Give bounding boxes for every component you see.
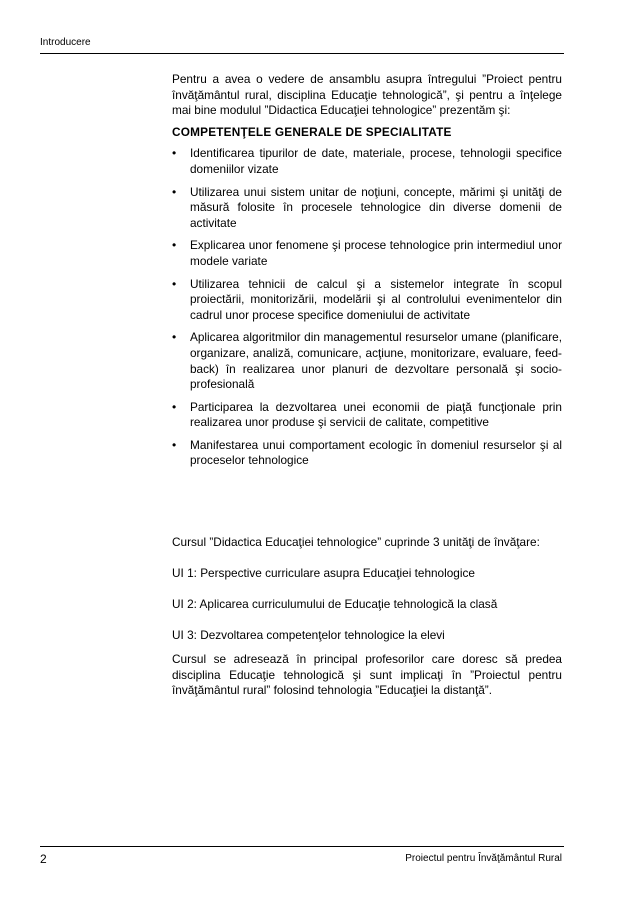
list-item-text: Manifestarea unui comportament ecologic în domeniul resurselor şi al proceselor tehnologice xyxy=(190,437,562,468)
list-item xyxy=(172,330,562,392)
course-paragraph: Cursul ”Didactica Educaţiei tehnologice” cuprinde 3 unităţi de învăţare: xyxy=(172,535,540,550)
bullet-icon: • xyxy=(172,146,177,161)
list-item-text: Participarea la dezvoltarea unei economii de piaţă funcţionale prin realizarea unor produse şi servicii de calitate, competitive xyxy=(190,399,562,430)
bullet-icon: • xyxy=(172,399,177,414)
list-item-text: Utilizarea tehnicii de calcul şi a sistemelor integrate în scopul proiectării, monitorizării, modelării şi al controlului evenimentelor din cadrul unor procese specifice domeniului de activitate xyxy=(190,276,562,322)
competences-list xyxy=(172,146,562,469)
list-item-text: Utilizarea unui sistem unitar de noţiuni, concepte, mărimi şi unităţi de măsură folosite în procesele tehnologice din diverse domenii de activitate xyxy=(190,184,562,230)
target-audience-paragraph: Cursul se adresează în principal profesorilor care doresc să predea disciplina Educaţie tehnologică şi sunt implicaţi în ”Proiectul pentru învăţământul rural” folosind tehnologia ”Educaţiei la distanţă”. xyxy=(172,652,562,698)
competences-heading: COMPETENŢELE GENERALE DE SPECIALITATE xyxy=(172,124,452,139)
list-item-text: Aplicarea algoritmilor din managementul resurselor umane (planificare, organizare, analiză, comunicare, acţiune, monitorizare, evaluare, feed-back) în realizarea unor planuri de dezvoltare personală şi socio-profesională xyxy=(190,330,562,392)
list-item xyxy=(172,438,562,469)
intro-paragraph: Pentru a avea o vedere de ansamblu asupra întregului ”Proiect pentru învăţământul rural, disciplina Educaţie tehnologică”, şi pentru a înţelege mai bine modulul ”Didactica Educaţiei tehnologice” prezentăm şi: xyxy=(172,72,562,118)
page-body xyxy=(172,72,562,699)
unit-item-2: UI 2: Aplicarea curriculumului de Educaţie tehnologică la clasă xyxy=(172,597,498,612)
list-item-text: Explicarea unor fenomene şi procese tehnologice prin intermediul unor modele variate xyxy=(190,238,562,268)
bullet-icon: • xyxy=(172,330,177,345)
running-header-title: Introducere xyxy=(40,37,91,48)
list-item xyxy=(172,238,562,269)
page-number: 2 xyxy=(40,852,47,866)
unit-item-3: UI 3: Dezvoltarea competenţelor tehnologice la elevi xyxy=(172,628,445,643)
list-item-text: Identificarea tipurilor de date, materiale, procese, tehnologii specifice domeniilor vizate xyxy=(190,146,562,176)
unit-item-1: UI 1: Perspective curriculare asupra Educaţiei tehnologice xyxy=(172,566,475,581)
bullet-icon: • xyxy=(172,184,177,199)
list-item xyxy=(172,277,562,324)
bullet-icon: • xyxy=(172,437,177,452)
footer-project-title: Proiectul pentru Învăţământul Rural xyxy=(405,853,562,864)
bullet-icon: • xyxy=(172,238,177,253)
footer-divider xyxy=(40,846,564,847)
bullet-icon: • xyxy=(172,276,177,291)
list-item xyxy=(172,185,562,232)
list-item xyxy=(172,400,562,431)
list-item xyxy=(172,146,562,177)
header-divider xyxy=(40,53,564,54)
